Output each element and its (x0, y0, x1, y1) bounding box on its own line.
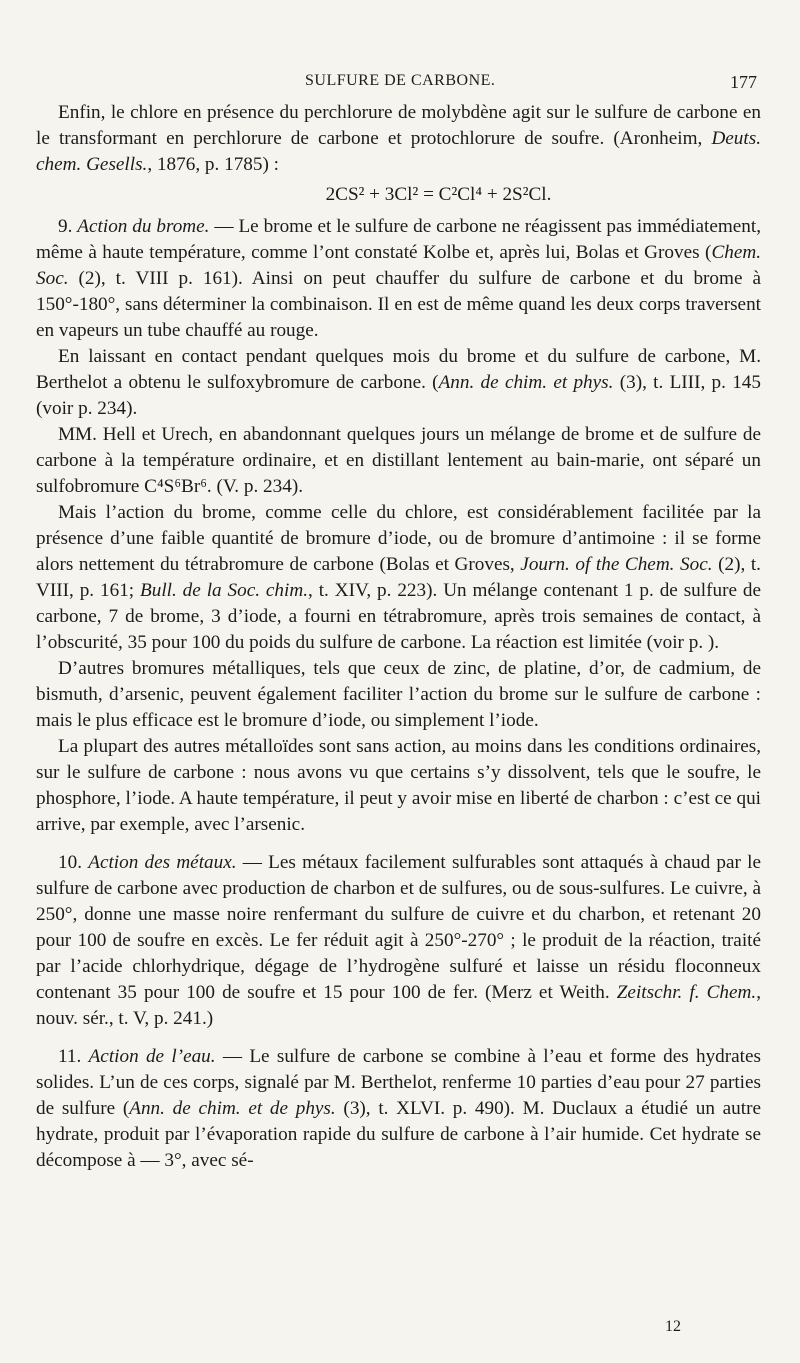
reference: Ann. de chim. et de phys. (129, 1098, 336, 1119)
section-9-paragraph: 9. Action du brome. — Le brome et le sulfure de carbone ne réagissent pas immédiatement, même à haute température, comme l’ont constaté Kolbe et, après lui, Bolas et Groves (Chem. Soc. (2), t. VIII p. 161). Ainsi on peut chauffer du sulfure de carbone et du brome à 150°-180°, sans déterminer la combinaison. Il en est de même quand les deux corps traversent en vapeurs un tube chauffé au rouge. (36, 216, 762, 341)
page-header (0, 72, 800, 96)
paragraph-hell-urech: MM. Hell et Urech, en abandonnant quelques jours un mélange de brome et de sulfure de carbone à la température ordinaire, et en distillant lentement au bain-marie, ont séparé un sulfobromure C⁴S⁶Br⁶. (V. p. 234). (36, 424, 761, 497)
reference: Bull. de la Soc. chim. (140, 580, 309, 601)
reference: Journ. of the Chem. Soc. (520, 554, 713, 575)
paragraph-chlore-molybdene: Enfin, le chlore en présence du perchlorure de molybdène agit sur le sulfure de carbone en le transformant en perchlorure de carbone et protochlorure de soufre. (Aronheim, Deuts. chem. Gesells., 1876, p. 1785) : (36, 102, 761, 175)
body-text (36, 100, 761, 1174)
paragraph-berthelot: En laissant en contact pendant quelques mois du brome et du sulfure de carbone, M. Berthelot a obtenu le sulfoxybromure de carbone. (Ann. de chim. et phys. (3), t. LIII, p. 145 (voir p. 234). (36, 346, 761, 419)
section-number: 11. (58, 1046, 82, 1067)
reference: Zeitschr. f. Chem. (616, 982, 757, 1003)
section-number: 10. (58, 852, 82, 873)
reference: Ann. de chim. et phys. (438, 372, 614, 393)
section-title: Action des métaux. (88, 852, 237, 873)
running-title: SULFURE DE CARBONE. (305, 72, 496, 89)
section-number: 9. (58, 216, 73, 237)
section-title: Action du brome. (77, 216, 210, 237)
section-10-paragraph: 10. Action des métaux. — Les métaux facilement sulfurables sont attaqués à chaud par le sulfure de carbone avec production de charbon et de sulfures, ou de sous-sulfures. Le cuivre, à 250°, donne une masse noire renfermant du sulfure de cuivre et du charbon, et retenant 20 pour 100 de soufre en excès. Le fer réduit agit à 250°-270° ; le produit de la réaction, traité par l’acide chlorhydrique, dégage de l’hydrogène sulfuré et laisse un résidu floconneux contenant 35 pour 100 de soufre et 15 pour 100 de fer. (Merz et Weith. Zeitschr. f. Chem., nouv. sér., t. V, p. 241.) (36, 852, 761, 1029)
chemical-equation: 2CS² + 3Cl² = C²Cl⁴ + 2S²Cl. (325, 184, 552, 205)
reference: Chem. Soc. (36, 242, 761, 289)
paragraph-bromure-iode: Mais l’action du brome, comme celle du chlore, est considérablement facilitée par la présence d’une faible quantité de bromure d’iode, ou de bromure d’antimoine : il se forme alors nettement du tétrabromure de carbone (Bolas et Groves, Journ. of the Chem. Soc. (2), t. VIII, p. 161; Bull. de la Soc. chim., t. XIV, p. 223). Un mélange contenant 1 p. de sulfure de carbone, 7 de brome, 3 d’iode, a fourni en tétrabromure, après trois semaines de contact, à l’obscurité, 35 pour 100 du poids du sulfure de carbone. La réaction est limitée (voir p. ). (36, 502, 761, 653)
paragraph-metalloides: La plupart des autres métalloïdes sont sans action, au moins dans les conditions ordinaires, sur le sulfure de carbone : nous avons vu que certains s’y dissolvent, tels que le soufre, le phosphore, l’iode. A haute température, il peut y avoir mise en liberté de charbon : c’est ce qui arrive, par exemple, avec l’arsenic. (36, 736, 761, 835)
signature-mark: 12 (665, 1318, 681, 1335)
reference: Deuts. chem. Gesells. (36, 128, 761, 175)
section-11-paragraph: 11. Action de l’eau. — Le sulfure de carbone se combine à l’eau et forme des hydrates solides. L’un de ces corps, signalé par M. Berthelot, renferme 10 parties d’eau pour 27 parties de sulfure (Ann. de chim. et de phys. (3), t. XLVI. p. 490). M. Duclaux a étudié un autre hydrate, produit par l’évaporation rapide du sulfure de carbone à l’air humide. Cet hydrate se décompose à — 3°, avec sé- (36, 1046, 762, 1171)
page-number: 177 (730, 72, 757, 92)
section-title: Action de l’eau. (88, 1046, 216, 1067)
paragraph-bromures-metalliques: D’autres bromures métalliques, tels que ceux de zinc, de platine, d’or, de cadmium, de bismuth, d’arsenic, peuvent également faciliter l’action du brome sur le sulfure de carbone : mais le plus efficace est le bromure d’iode, ou simplement l’iode. (36, 658, 761, 731)
